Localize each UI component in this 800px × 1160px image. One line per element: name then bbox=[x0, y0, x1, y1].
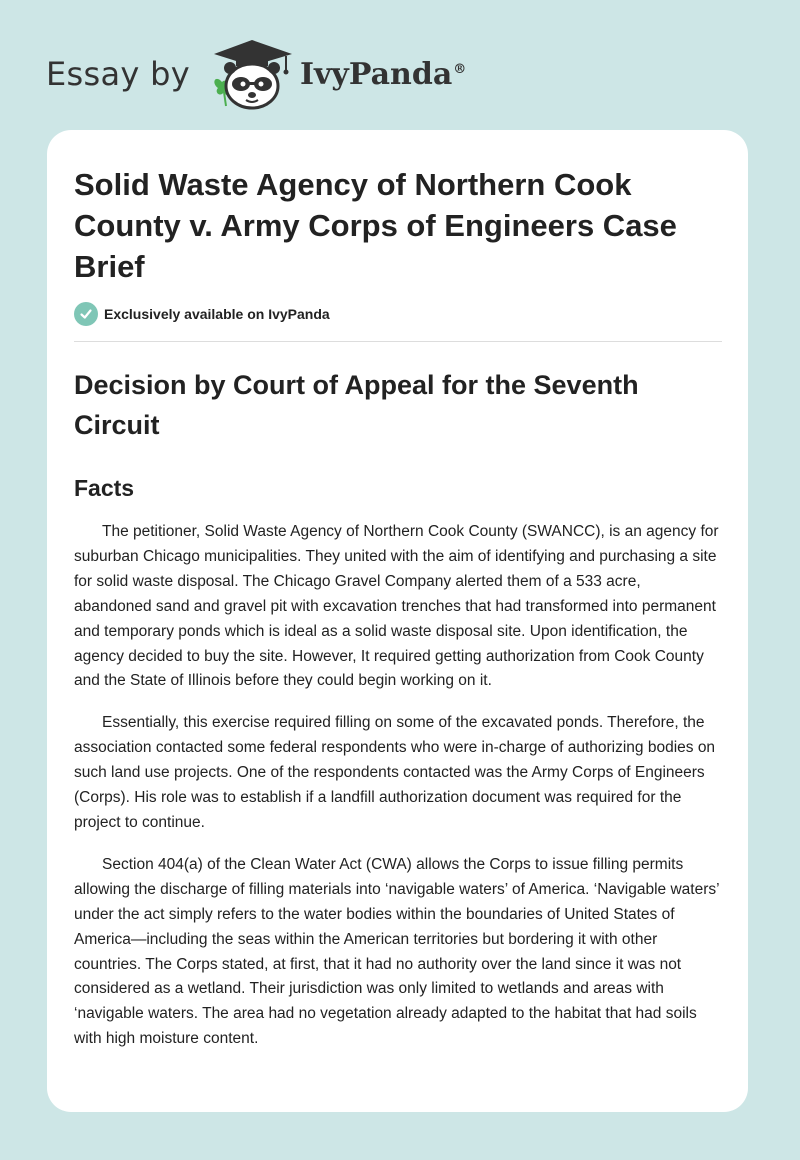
section-heading: Decision by Court of Appeal for the Seventh Circuit bbox=[74, 370, 639, 440]
panda-graduate-icon bbox=[208, 36, 296, 112]
subsection-heading: Facts bbox=[74, 475, 135, 501]
paragraph-3: Section 404(a) of the Clean Water Act (CWA) allows the Corps to issue filling permits allowing the discharge of filling materials into ‘navigable waters’ of America. ‘Navigable waters’ under the act simply refers to the water bodies within the boundaries of United States of America—including the seas within the American territories but bordering it with other countries. The Corps stated, at first, that it had no authority over the land since it was not considered as a wetland. Their jurisdiction was only limited to wetlands and areas with ‘navigable waters. The area had no vegetation already adapted to the habitat that had soils with high moisture content. bbox=[74, 855, 719, 1048]
brand-name: IvyPanda® bbox=[299, 56, 467, 92]
essay-by-label: Essay by bbox=[46, 55, 190, 93]
ivypanda-logo[interactable] bbox=[208, 36, 466, 112]
page-title: Solid Waste Agency of Northern Cook County v. Army Corps of Engineers Case Brief bbox=[74, 167, 677, 284]
divider bbox=[74, 341, 722, 342]
paragraph-2: Essentially, this exercise required filling on some of the excavated ponds. Therefore, the association contacted some federal respondents who were in-charge of authorizing bodies on such land use projects. One of the respondents contacted was the Army Corps of Engineers (Corps). His role was to establish if a landfill authorization document was required for the project to continue. bbox=[74, 714, 716, 831]
paragraph-1: The petitioner, Solid Waste Agency of Northern Cook County (SWANCC), is an agency for suburban Chicago municipalities. They united with the aim of identifying and purchasing a site for solid waste disposal. The Chicago Gravel Company alerted them of a 533 acre, abandoned sand and gravel pit with excavation trenches that had transformed into permanent and temporary ponds which is ideal as a solid waste disposal site. Upon identification, the agency decided to buy the site. However, It required getting authorization from Cook County and the State of Illinois before they could begin working on it. bbox=[74, 523, 719, 690]
badge-label: Exclusively available on IvyPanda bbox=[104, 306, 330, 322]
article-card bbox=[47, 130, 748, 1112]
exclusive-badge bbox=[74, 301, 722, 327]
site-header bbox=[46, 34, 466, 114]
check-icon bbox=[74, 302, 98, 326]
